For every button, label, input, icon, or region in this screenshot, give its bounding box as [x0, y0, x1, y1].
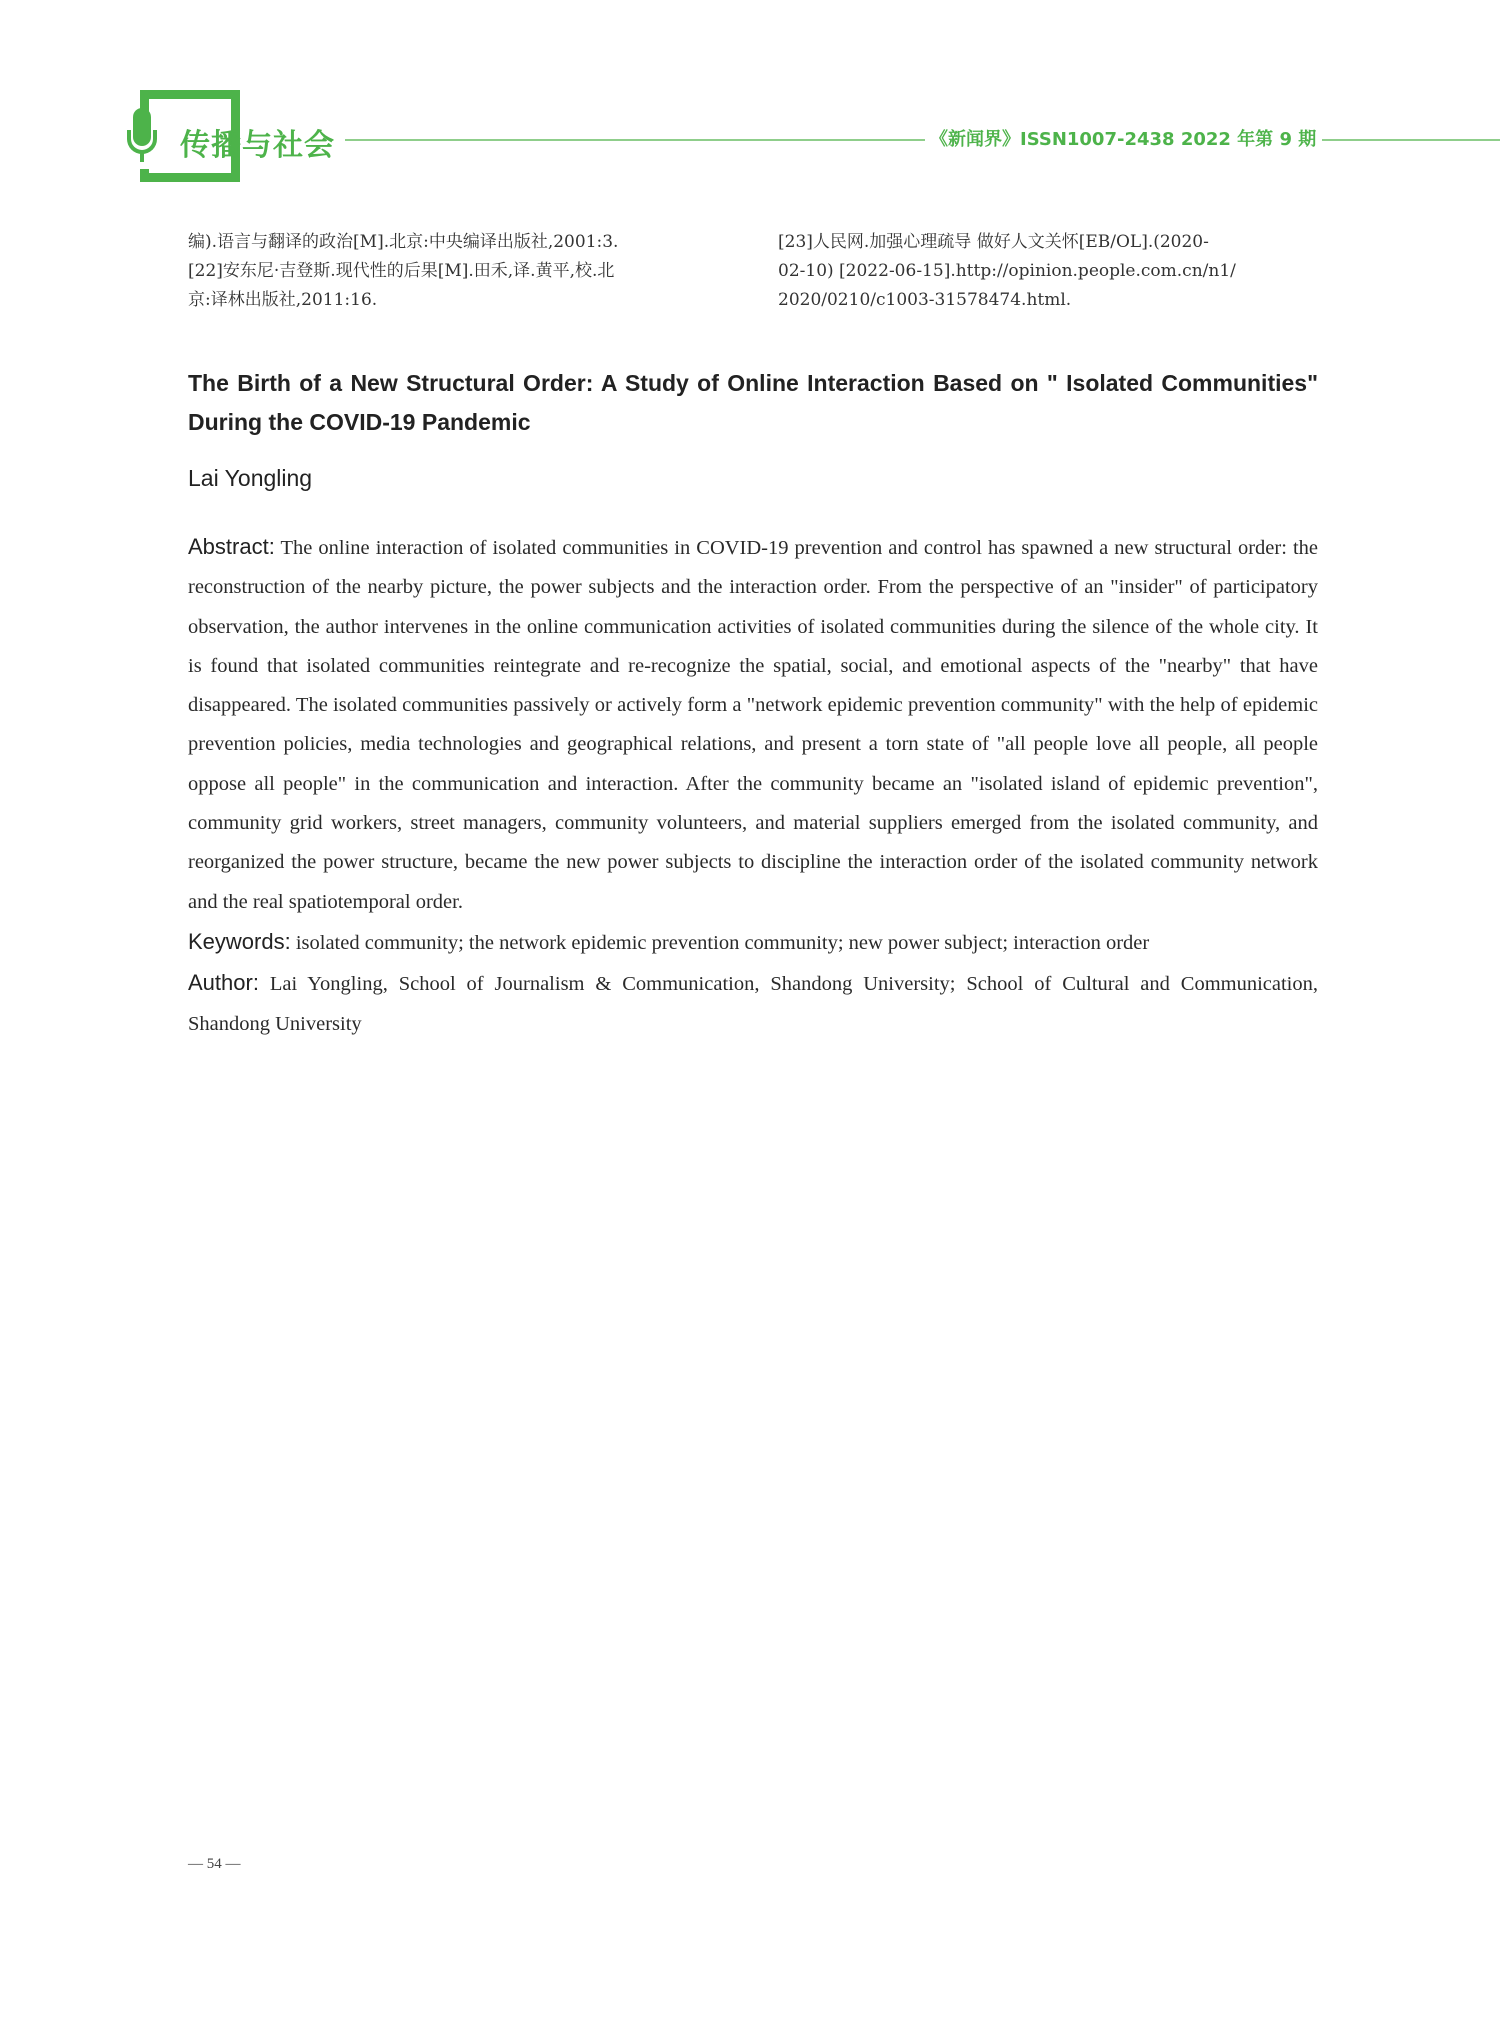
microphone-icon — [127, 108, 157, 160]
abstract-label: Abstract: — [188, 534, 275, 559]
keywords-label: Keywords: — [188, 928, 291, 954]
reference-line: 2020/0210/c1003-31578474.html. — [778, 290, 1072, 310]
abstract-paragraph — [188, 527, 1318, 922]
header-rule-right — [1322, 139, 1500, 141]
reference-line: 京:译林出版社,2011:16. — [188, 290, 378, 310]
author-name: Lai Yongling — [188, 465, 313, 491]
header-rule-left — [345, 139, 925, 141]
reference-line: [23]人民网.加强心理疏导 做好人文关怀[EB/OL].(2020- — [778, 232, 1209, 252]
author-label: Author: — [188, 970, 259, 996]
article-title: The Birth of a New Structural Order: A Study of Online Interaction Based on " Isolated Communities" During the COVID-19 Pandemic — [188, 370, 1318, 435]
reference-line: [22]安东尼·吉登斯.现代性的后果[M].田禾,译.黄平,校.北 — [188, 261, 615, 281]
keywords-paragraph — [188, 922, 1318, 963]
abstract-text: The online interaction of isolated communities in COVID-19 prevention and control has spawned a new structural order: the reconstruction of the nearby picture, the power subjects and the interaction order. From the perspective of an "insider" of participatory observation, the author intervenes in the online communication activities of isolated communities during the silence of the whole city. It is found that isolated communities reintegrate and re-recognize the spatial, social, and emotional aspects of the "nearby" that have disappeared. The isolated communities passively or actively form a "network epidemic prevention community" with the help of epidemic prevention policies, media technologies and geographical relations, and present a torn state of "all people love all people, all people oppose all people" in the communication and interaction. After the community became an "isolated island of epidemic prevention", community grid workers, street managers, community volunteers, and material suppliers emerged from the isolated community, and reorganized the power structure, became the new power subjects to discipline the interaction order of the isolated community network and the real spatiotemporal order. — [188, 537, 1318, 913]
page-number: — 54 — — [188, 1856, 241, 1872]
author-affiliation-text: Lai Yongling, School of Journalism & Communication, Shandong University; School of Cultural and Communication, Shandong University — [188, 973, 1318, 1035]
section-logo-text: 传播与社会 — [180, 128, 335, 163]
reference-line: 02-10) [2022-06-15].http://opinion.people.com.cn/n1/ — [778, 261, 1236, 281]
reference-line: 编).语言与翻译的政治[M].北京:中央编译出版社,2001:3. — [188, 232, 619, 252]
abstract-section — [188, 527, 1318, 1044]
references-left-column — [188, 228, 748, 315]
author-affiliation-paragraph — [188, 963, 1318, 1044]
keywords-text: isolated community; the network epidemic prevention community; new power subject; interaction order — [295, 931, 1150, 954]
references-right-column — [778, 228, 1318, 315]
journal-info: 《新闻界》ISSN1007-2438 2022 年第 9 期 — [930, 129, 1317, 150]
page-header — [0, 0, 1500, 200]
